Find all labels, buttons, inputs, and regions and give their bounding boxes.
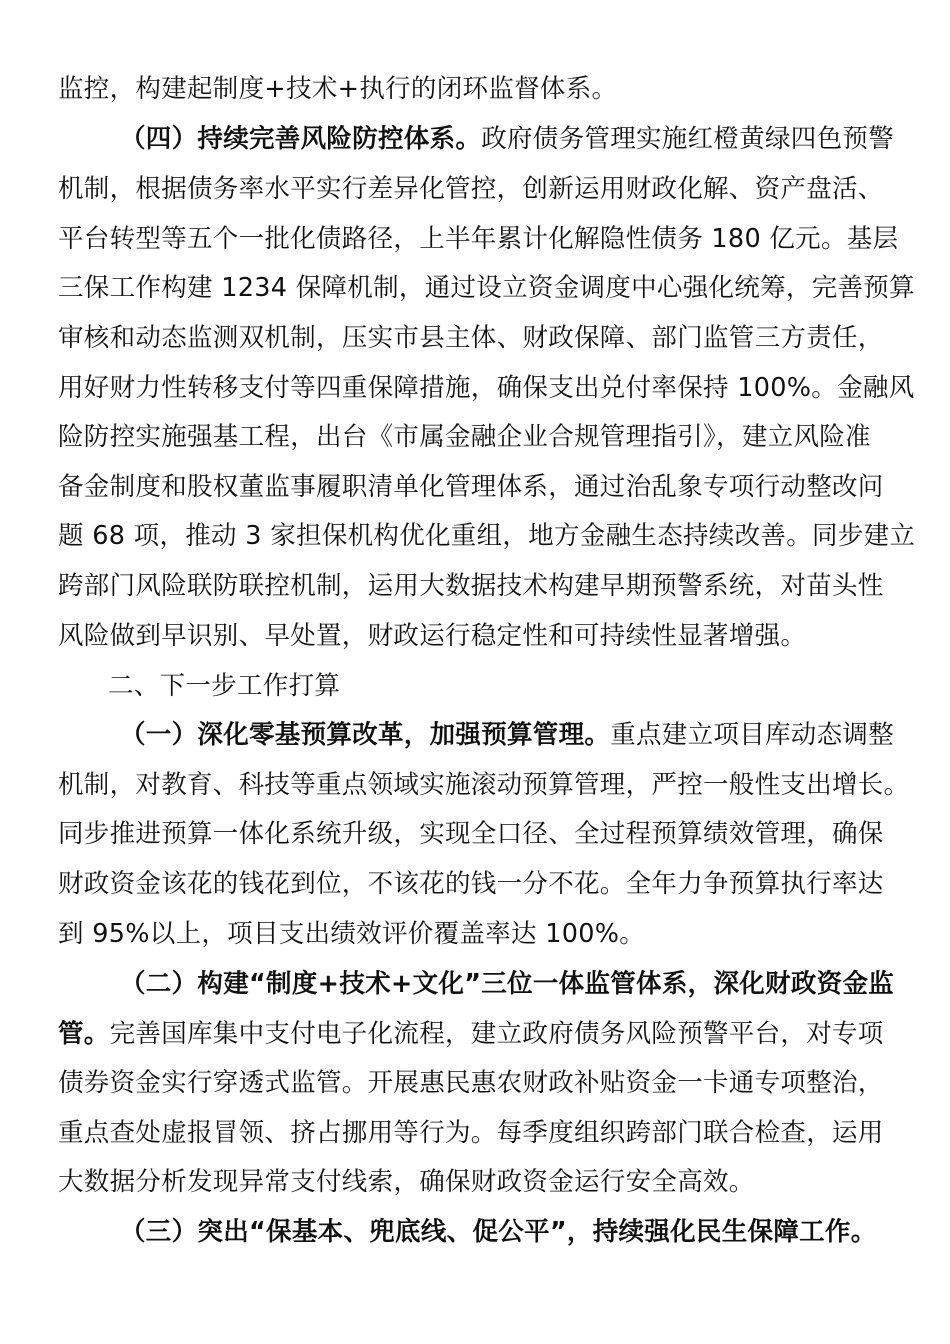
text-run: 重点查处虚报冒领、挤占挪用等行为。每季度组织跨部门联合检查，运用 (58, 1118, 884, 1148)
text-line (58, 322, 884, 354)
text-line (120, 719, 894, 751)
text-run: 用好财力性转移支付等四重保障措施，确保支出兑付率保持 100%。金融风 (58, 373, 915, 403)
text-run: 到 95%以上，项目支出绩效评价覆盖率达 100%。 (58, 919, 646, 949)
section-heading (108, 670, 340, 702)
text-line (58, 1166, 755, 1198)
text-run: 平台转型等五个一批化债路径，上半年累计化解隐性债务 180 亿元。基层 (58, 224, 899, 254)
text-line (58, 372, 915, 404)
text-line (58, 520, 915, 552)
text-line (58, 918, 645, 950)
text-line (58, 421, 871, 453)
heading-run: （一）深化零基预算改革，加强预算管理。 (120, 720, 611, 750)
text-run: 机制，根据债务率水平实行差异化管控，创新运用财政化解、资产盘活、 (58, 174, 884, 204)
text-run: 跨部门风险联防联控机制，运用大数据技术构建早期预警系统，对苗头性 (58, 571, 884, 601)
text-run: 财政资金该花的钱花到位，不该花的钱一分不花。全年力争预算执行率达 (58, 869, 884, 899)
heading-run: （四）持续完善风险防控体系。 (120, 124, 482, 154)
text-run: 审核和动态监测双机制，压实市县主体、财政保障、部门监管三方责任， (58, 323, 884, 353)
text-run: 监控，构建起制度+技术+执行的闭环监督体系。 (58, 74, 618, 104)
text-line (58, 1117, 884, 1149)
text-run: 风险做到早识别、早处置，财政运行稳定性和可持续性显著增强。 (58, 621, 807, 651)
text-run: 大数据分析发现异常支付线索，确保财政资金运行安全高效。 (58, 1167, 755, 1197)
text-line (58, 73, 617, 105)
text-run: 备金制度和股权董监事履职清单化管理体系，通过治乱象专项行动整改问 (58, 472, 884, 502)
heading-run: （二）构建“制度+技术+文化”三位一体监管体系，深化财政资金监 (120, 969, 895, 999)
text-run: 险防控实施强基工程，出台《市属金融企业合规管理指引》，建立风险准 (58, 422, 871, 452)
text-line (58, 570, 884, 602)
text-line (58, 620, 806, 652)
text-run: 机制，对教育、科技等重点领域实施滚动预算管理，严控一般性支出增长。 (58, 770, 910, 800)
text-line (120, 1216, 877, 1248)
text-line (58, 471, 884, 503)
text-run: 题 68 项，推动 3 家担保机构优化重组，地方金融生态持续改善。同步建立 (58, 521, 916, 551)
text-line (58, 1018, 884, 1050)
text-run: 同步推进预算一体化系统升级，实现全口径、全过程预算绩效管理，确保 (58, 819, 884, 849)
text-line (58, 1067, 884, 1099)
text-run: 完善国库集中支付电子化流程，建立政府债务风险预警平台，对专项 (109, 1019, 884, 1049)
text-run: 二、下一步工作打算 (108, 671, 341, 701)
heading-run: （三）突出“保基本、兜底线、促公平”，持续强化民生保障工作。 (120, 1217, 877, 1247)
text-line (58, 868, 884, 900)
text-line (120, 968, 894, 1000)
text-run: 三保工作构建 1234 保障机制，通过设立资金调度中心强化统筹，完善预算 (58, 273, 915, 303)
text-line (58, 272, 915, 304)
text-run: 债券资金实行穿透式监管。开展惠民惠农财政补贴资金一卡通专项整治， (58, 1068, 884, 1098)
text-run: 重点建立项目库动态调整 (610, 720, 895, 750)
text-run: 政府债务管理实施红橙黄绿四色预警 (481, 124, 895, 154)
text-line (58, 173, 884, 205)
text-line (58, 223, 898, 255)
text-line (120, 123, 894, 155)
text-line (58, 769, 909, 801)
text-line (58, 818, 884, 850)
heading-run: 管。 (58, 1019, 110, 1049)
